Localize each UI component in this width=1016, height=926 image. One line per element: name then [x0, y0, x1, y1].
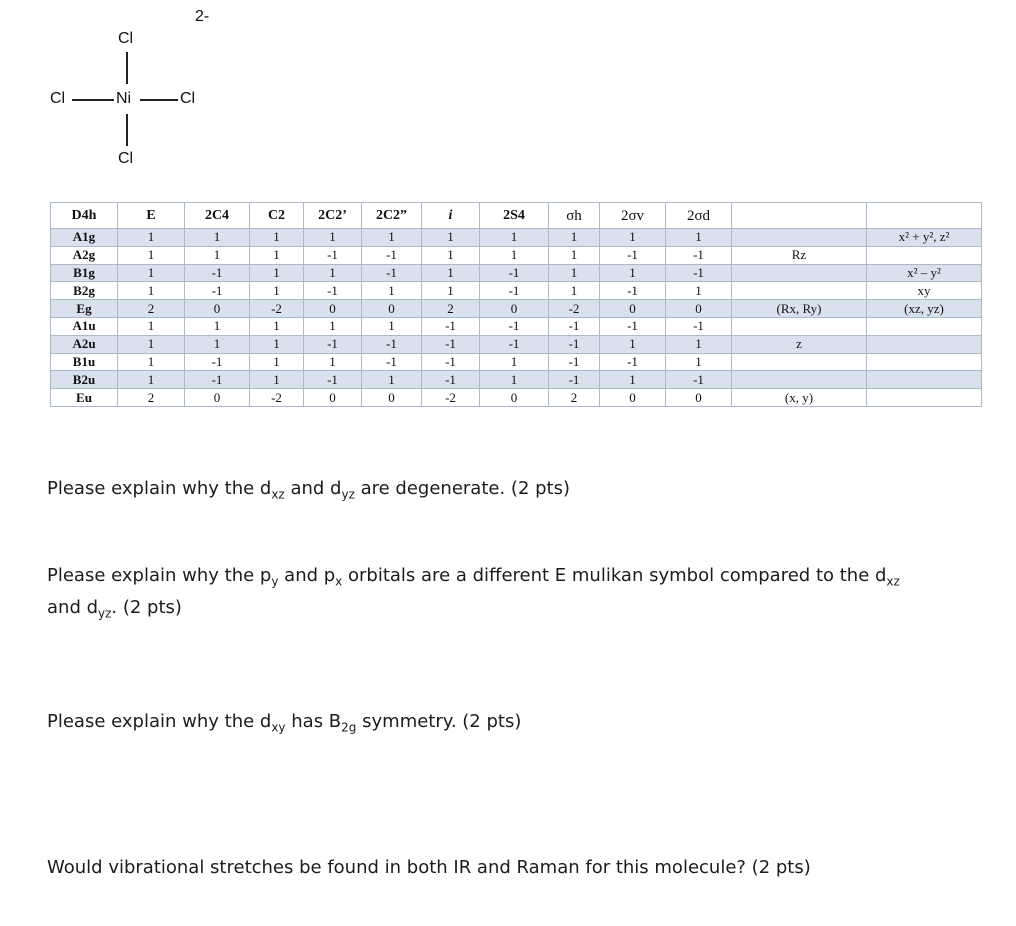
character-cell: 0 [304, 300, 362, 318]
character-cell: -1 [185, 282, 250, 300]
quadratic-function-cell [867, 246, 982, 264]
table-row [51, 264, 982, 282]
character-cell: 0 [362, 389, 422, 407]
bond-bottom [126, 114, 128, 146]
irrep-label: A2u [51, 335, 118, 353]
character-cell: 1 [480, 371, 549, 389]
character-cell: 1 [600, 229, 666, 247]
header-cell [732, 203, 867, 229]
character-cell: 1 [118, 229, 185, 247]
header-cell: 2C2’ [304, 203, 362, 229]
character-cell: 1 [549, 282, 600, 300]
linear-function-cell [732, 229, 867, 247]
linear-function-cell: (x, y) [732, 389, 867, 407]
quadratic-function-cell: x² – y² [867, 264, 982, 282]
character-cell: 1 [666, 335, 732, 353]
quadratic-function-cell [867, 335, 982, 353]
irrep-label: A1g [51, 229, 118, 247]
linear-function-cell [732, 353, 867, 371]
header-cell: 2C4 [185, 203, 250, 229]
character-cell: 1 [250, 317, 304, 335]
character-cell: -2 [250, 389, 304, 407]
character-cell: -2 [250, 300, 304, 318]
character-cell: -1 [422, 353, 480, 371]
character-cell: 1 [118, 282, 185, 300]
header-cell: 2S4 [480, 203, 549, 229]
header-cell: i [422, 203, 480, 229]
character-cell: -1 [600, 317, 666, 335]
character-cell: -2 [422, 389, 480, 407]
character-cell: 1 [118, 353, 185, 371]
character-cell: 0 [666, 389, 732, 407]
character-cell: 1 [422, 264, 480, 282]
header-cell: C2 [250, 203, 304, 229]
table-row [51, 282, 982, 300]
character-cell: 1 [362, 282, 422, 300]
character-cell: -1 [422, 335, 480, 353]
character-cell: -1 [480, 335, 549, 353]
character-cell: 1 [666, 282, 732, 300]
quadratic-function-cell [867, 389, 982, 407]
character-cell: -1 [600, 353, 666, 371]
linear-function-cell: (Rx, Ry) [732, 300, 867, 318]
character-cell: 1 [250, 229, 304, 247]
character-cell: 1 [666, 229, 732, 247]
character-cell: -1 [666, 317, 732, 335]
character-cell: 1 [118, 317, 185, 335]
character-cell: -1 [185, 371, 250, 389]
character-cell: -1 [600, 246, 666, 264]
character-cell: 1 [422, 282, 480, 300]
character-cell: -1 [422, 317, 480, 335]
character-cell: 1 [304, 229, 362, 247]
character-cell: 1 [362, 229, 422, 247]
table-row [51, 300, 982, 318]
character-cell: 1 [480, 229, 549, 247]
character-cell: 1 [549, 264, 600, 282]
character-cell: 1 [185, 246, 250, 264]
table-header-row [51, 203, 982, 229]
character-cell: 1 [304, 317, 362, 335]
irrep-label: Eu [51, 389, 118, 407]
character-cell: -1 [549, 371, 600, 389]
character-cell: 1 [118, 264, 185, 282]
bond-left [72, 99, 114, 101]
quadratic-function-cell: xy [867, 282, 982, 300]
character-cell: 1 [304, 264, 362, 282]
character-cell: -1 [480, 317, 549, 335]
character-cell: 1 [118, 335, 185, 353]
character-cell: -1 [549, 353, 600, 371]
character-cell: -1 [600, 282, 666, 300]
character-cell: 1 [480, 353, 549, 371]
bond-right [140, 99, 178, 101]
character-cell: 1 [600, 371, 666, 389]
irrep-label: A2g [51, 246, 118, 264]
character-cell: 1 [250, 353, 304, 371]
character-cell: 1 [600, 335, 666, 353]
character-cell: 0 [600, 300, 666, 318]
table-row [51, 246, 982, 264]
character-cell: 1 [422, 229, 480, 247]
question-4: Would vibrational stretches be found in both IR and Raman for this molecule? (2 pts) [47, 857, 811, 878]
character-cell: -1 [304, 246, 362, 264]
header-cell: σh [549, 203, 600, 229]
character-cell: 0 [362, 300, 422, 318]
character-cell: -1 [362, 353, 422, 371]
character-cell: -1 [304, 282, 362, 300]
character-cell: 0 [185, 300, 250, 318]
character-cell: 2 [422, 300, 480, 318]
header-cell: D4h [51, 203, 118, 229]
header-cell: 2σd [666, 203, 732, 229]
character-cell: 1 [185, 335, 250, 353]
character-cell: -1 [185, 264, 250, 282]
irrep-label: B1u [51, 353, 118, 371]
character-cell: 0 [600, 389, 666, 407]
character-cell: -1 [666, 371, 732, 389]
atom-bottom: Cl [118, 150, 134, 167]
character-cell: 2 [118, 389, 185, 407]
table-row [51, 353, 982, 371]
character-cell: 1 [666, 353, 732, 371]
character-cell: 1 [549, 246, 600, 264]
character-cell: 1 [118, 246, 185, 264]
irrep-label: Eg [51, 300, 118, 318]
table-row [51, 389, 982, 407]
character-cell: 1 [250, 246, 304, 264]
table-row [51, 335, 982, 353]
character-cell: 1 [600, 264, 666, 282]
linear-function-cell [732, 282, 867, 300]
header-cell: E [118, 203, 185, 229]
character-cell: 1 [185, 317, 250, 335]
question-1: Please explain why the $d_{xz}$ and $d_{yz}$ are degenerate. (2 pts) [47, 478, 570, 502]
quadratic-function-cell [867, 317, 982, 335]
character-cell: 1 [185, 229, 250, 247]
character-cell: 0 [666, 300, 732, 318]
linear-function-cell [732, 317, 867, 335]
irrep-label: B2g [51, 282, 118, 300]
character-cell: 1 [250, 371, 304, 389]
character-cell: -1 [422, 371, 480, 389]
irrep-label: A1u [51, 317, 118, 335]
character-cell: -1 [666, 264, 732, 282]
character-table [50, 202, 982, 407]
character-cell: 1 [422, 246, 480, 264]
character-cell: 0 [185, 389, 250, 407]
bond-top [126, 52, 128, 84]
character-cell: -1 [480, 282, 549, 300]
quadratic-function-cell [867, 371, 982, 389]
table-row [51, 317, 982, 335]
character-cell: 1 [250, 282, 304, 300]
character-cell: 0 [480, 389, 549, 407]
irrep-label: B1g [51, 264, 118, 282]
question-2: Please explain why the $p_y$ and $p_x$ orbitals are a different E mulikan symbol compared to the $d_{xz}$ and $d_{yz}$. (2 pts) [47, 565, 900, 621]
linear-function-cell: z [732, 335, 867, 353]
header-cell: 2C2” [362, 203, 422, 229]
linear-function-cell [732, 371, 867, 389]
character-cell: -1 [304, 371, 362, 389]
character-cell: -1 [549, 317, 600, 335]
character-cell: 2 [549, 389, 600, 407]
character-cell: 1 [250, 264, 304, 282]
character-cell: -1 [362, 335, 422, 353]
character-cell: 1 [362, 371, 422, 389]
linear-function-cell [732, 264, 867, 282]
character-cell: 1 [549, 229, 600, 247]
character-cell: -1 [362, 246, 422, 264]
irrep-label: B2u [51, 371, 118, 389]
atom-right: Cl [180, 90, 196, 107]
charge-label: 2- [195, 8, 210, 25]
table-row [51, 229, 982, 247]
quadratic-function-cell [867, 353, 982, 371]
character-cell: -1 [666, 246, 732, 264]
character-cell: -1 [185, 353, 250, 371]
atom-center: Ni [116, 90, 132, 107]
character-cell: -1 [480, 264, 549, 282]
character-cell: 1 [118, 371, 185, 389]
character-cell: 0 [304, 389, 362, 407]
question-3: Please explain why the $d_{xy}$ has $B_{2g}$ symmetry. (2 pts) [47, 711, 522, 735]
character-cell: -1 [362, 264, 422, 282]
table-row [51, 371, 982, 389]
header-cell [867, 203, 982, 229]
quadratic-function-cell: (xz, yz) [867, 300, 982, 318]
character-cell: 1 [250, 335, 304, 353]
header-cell: 2σv [600, 203, 666, 229]
character-cell: -1 [304, 335, 362, 353]
character-cell: 1 [480, 246, 549, 264]
atom-top: Cl [118, 30, 134, 47]
atom-left: Cl [50, 90, 66, 107]
character-cell: 1 [362, 317, 422, 335]
character-cell: 1 [304, 353, 362, 371]
character-cell: -1 [549, 335, 600, 353]
character-cell: 2 [118, 300, 185, 318]
character-cell: 0 [480, 300, 549, 318]
linear-function-cell: Rz [732, 246, 867, 264]
quadratic-function-cell: x² + y², z² [867, 229, 982, 247]
character-cell: -2 [549, 300, 600, 318]
